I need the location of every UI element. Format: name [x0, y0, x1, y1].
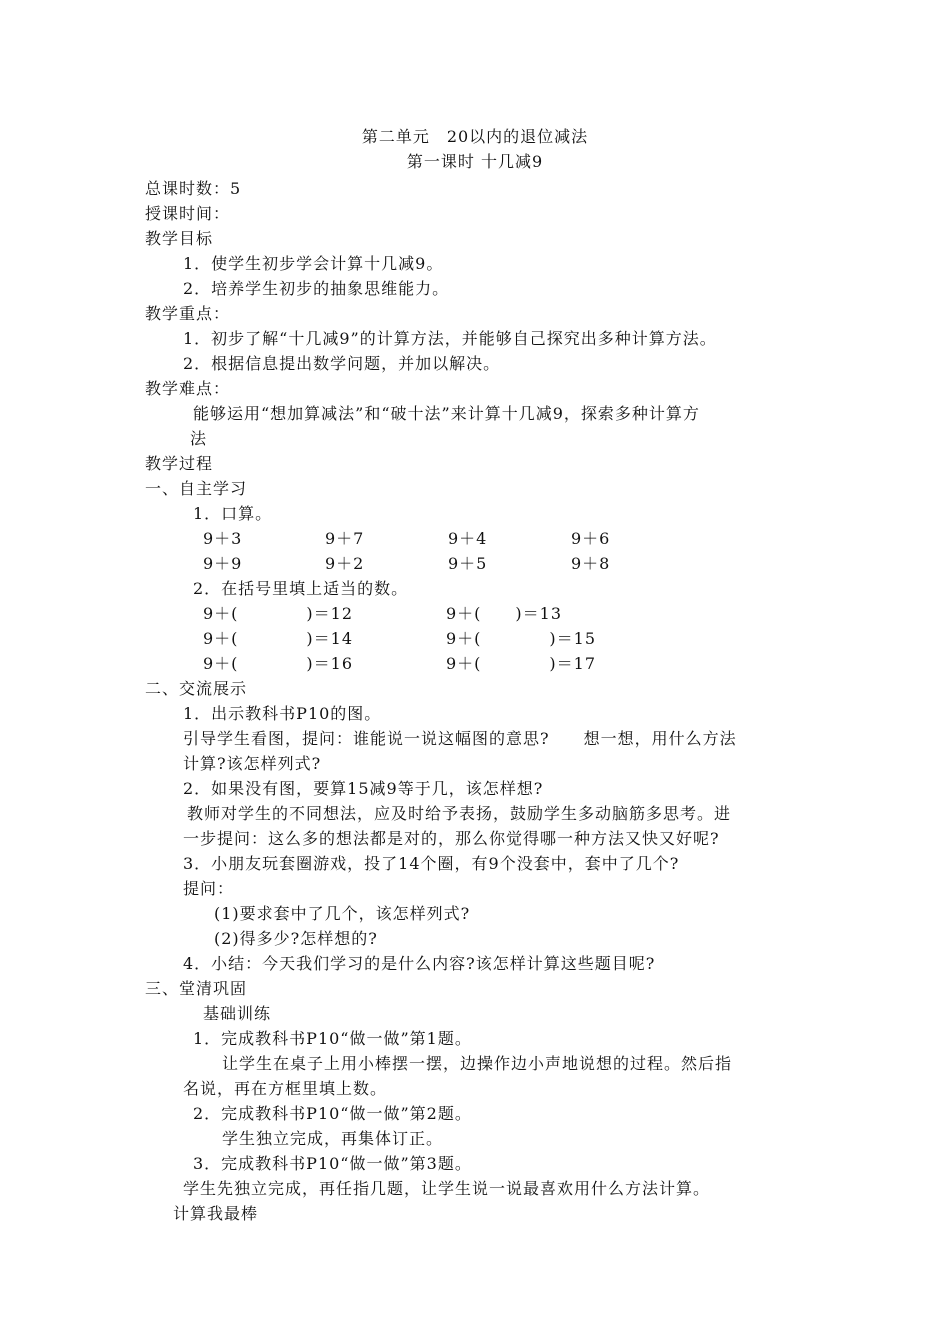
goals-heading: 教学目标 — [145, 229, 214, 248]
key-point-item: 2．根据信息提出数学问题，并加以解决。 — [183, 354, 501, 373]
fill-expression: 9＋( )＝15 — [446, 629, 597, 648]
oral-expression: 9＋8 — [571, 554, 611, 573]
total-hours: 总课时数：5 — [145, 179, 242, 198]
oral-expression: 9＋2 — [325, 554, 365, 573]
basic-training-label: 基础训练 — [203, 1004, 272, 1023]
fill-expression: 9＋( )＝12 — [203, 604, 354, 623]
key-points-heading: 教学重点： — [145, 304, 231, 323]
difficulty-text-cont: 法 — [190, 429, 208, 448]
section-3-line: 让学生在桌子上用小棒摆一摆，边操作边小声地说想的过程。然后指 — [222, 1054, 733, 1073]
section-2-line: 教师对学生的不同想法，应及时给予表扬，鼓励学生多动脑筋多思考。进 — [187, 804, 732, 823]
section-2-line: (2)得多少?怎样想的? — [214, 929, 378, 948]
section-2-line: 3．小朋友玩套圈游戏，投了14个圈，有9个没套中，套中了几个? — [183, 854, 680, 873]
oral-expression: 9＋5 — [448, 554, 488, 573]
fill-expression: 9＋( )＝16 — [203, 654, 354, 673]
teach-time: 授课时间： — [145, 204, 231, 223]
oral-expression: 9＋3 — [203, 529, 243, 548]
oral-expression: 9＋6 — [571, 529, 611, 548]
section-2-line: 提问： — [183, 879, 235, 898]
section-3-line: 2．完成教科书P10“做一做”第2题。 — [193, 1104, 472, 1123]
section-1-heading: 一、自主学习 — [145, 479, 248, 498]
section-3-line: 1．完成教科书P10“做一做”第1题。 — [193, 1029, 472, 1048]
oral-calc-label: 1．口算。 — [193, 504, 273, 523]
section-2-heading: 二、交流展示 — [145, 679, 248, 698]
difficulty-text: 能够运用“想加算减法”和“破十法”来计算十几减9，探索多种计算方 — [193, 404, 700, 423]
section-3-line: 学生先独立完成，再任指几题，让学生说一说最喜欢用什么方法计算。 — [183, 1179, 711, 1198]
oral-expression: 9＋9 — [203, 554, 243, 573]
goal-item: 1．使学生初步学会计算十几减9。 — [183, 254, 444, 273]
section-2-line: (1)要求套中了几个，该怎样列式? — [214, 904, 471, 923]
fill-expression: 9＋( )＝14 — [203, 629, 354, 648]
section-2-line: 1．出示教科书P10的图。 — [183, 704, 382, 723]
section-3-heading: 三、堂清巩固 — [145, 979, 248, 998]
fill-expression: 9＋( )＝17 — [446, 654, 597, 673]
fill-expression: 9＋( )＝13 — [446, 604, 563, 623]
process-heading: 教学过程 — [145, 454, 214, 473]
unit-title: 第二单元 20以内的退位减法 — [361, 127, 589, 146]
section-3-line: 计算我最棒 — [173, 1204, 259, 1223]
section-2-line: 4．小结：今天我们学习的是什么内容?该怎样计算这些题目呢? — [183, 954, 656, 973]
key-point-item: 1．初步了解“十几减9”的计算方法，并能够自己探究出多种计算方法。 — [183, 329, 717, 348]
section-2-line: 引导学生看图，提问：谁能说一说这幅图的意思? 想一想，用什么方法 — [183, 729, 737, 748]
lesson-title: 第一课时 十几减9 — [406, 152, 544, 171]
difficulties-heading: 教学难点： — [145, 379, 231, 398]
section-2-line: 2．如果没有图，要算15减9等于几，该怎样想? — [183, 779, 544, 798]
oral-expression: 9＋4 — [448, 529, 488, 548]
section-2-line: 计算?该怎样列式? — [183, 754, 322, 773]
section-3-line: 3．完成教科书P10“做一做”第3题。 — [193, 1154, 472, 1173]
section-2-line: 一步提问：这么多的想法都是对的，那么你觉得哪一种方法又快又好呢? — [183, 829, 720, 848]
section-3-line: 名说，再在方框里填上数。 — [183, 1079, 388, 1098]
fill-blank-label: 2．在括号里填上适当的数。 — [193, 579, 409, 598]
section-3-line: 学生独立完成，再集体订正。 — [222, 1129, 444, 1148]
oral-expression: 9＋7 — [325, 529, 365, 548]
goal-item: 2．培养学生初步的抽象思维能力。 — [183, 279, 450, 298]
